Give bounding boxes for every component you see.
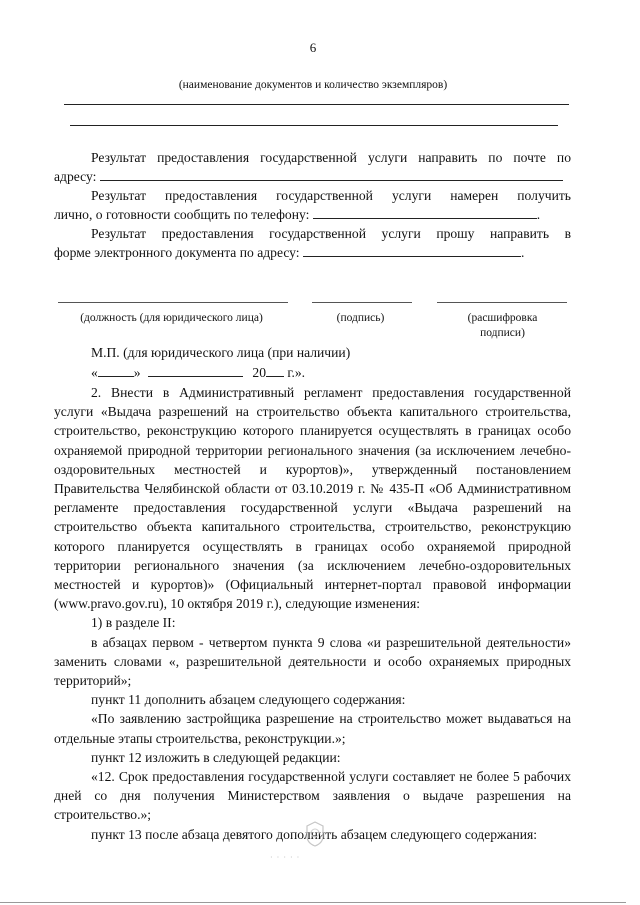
- line-end-period: .: [536, 207, 541, 223]
- documents-caption: (наименование документов и количество экземпляров): [178, 79, 448, 91]
- result-by-mail: [54, 148, 571, 187]
- signature-decode-caption-line1: (расшифровка: [467, 312, 538, 324]
- result-by-mail-line1: Результат предоставления государственной услуги направить по почте по: [91, 150, 571, 165]
- position-caption: (должность (для юридического лица): [80, 312, 263, 324]
- body-paragraph-section-ii: 1) в разделе II:: [91, 615, 176, 631]
- body-text: [54, 383, 571, 844]
- body-paragraph-term: «12. Срок предоставления государственной услуги составляет не более 5 рабочих дней со дня получения Министерством заявления о выдаче разрешения на строительство.»;: [54, 769, 571, 823]
- result-by-mail-line2: адресу:: [54, 169, 97, 185]
- body-paragraph-item-13: пункт 13 после абзаца девятого дополнить абзацем следующего содержания:: [91, 826, 538, 842]
- position-signature-line[interactable]: [58, 302, 288, 303]
- mail-address-field[interactable]: [100, 167, 563, 181]
- result-electronic: [54, 224, 571, 263]
- page-bottom-edge: [0, 902, 626, 903]
- body-paragraph-item-12: пункт 12 изложить в следующей редакции:: [91, 749, 341, 765]
- body-paragraph-stage-permit: «По заявлению застройщика разрешение на строительство может выдаваться на отдельные этапы строительства, реконструкции.»;: [54, 711, 571, 746]
- faint-scan-mark: · · · · ·: [270, 853, 301, 862]
- signature-decode-line[interactable]: [437, 302, 567, 303]
- body-paragraph-item-11: пункт 11 дополнить абзацем следующего содержания:: [91, 692, 406, 708]
- electronic-address-field[interactable]: [303, 243, 521, 257]
- signature-line[interactable]: [312, 302, 412, 303]
- date-line: [91, 364, 305, 381]
- body-paragraph-item-9: в абзацах первом - четвертом пункта 9 слова «и разрешительной деятельности» заменить словами «, разрешительной деятельности и особо охраняемых природных территорий»;: [54, 634, 571, 689]
- date-open-quote: «: [91, 365, 98, 380]
- line-end-period: .: [520, 245, 525, 261]
- day-field[interactable]: [98, 364, 134, 377]
- result-electronic-line2: форме электронного документа по адресу:: [54, 245, 300, 261]
- faint-seal-icon: [303, 820, 327, 848]
- body-paragraph-amendment: 2. Внести в Административный регламент предоставления государственной услуги «Выдача разрешений на строительство объекта капитального строительства, строительство, реконструкцию которого планируется осуществлять в границах особо охраняемой природной территории регионального значения (за исключением лечебно-оздоровительных местностей и курортов)», утвержденный постановлением Правительства Челябинской области от 03.10.2019 г. № 435-П «Об Административном регламенте предоставления государственной услуги «Выдача разрешений на строительство объекта капитального строительства, строительство, реконструкцию которого планируется осуществлять в границах особо охраняемой природной территории регионального значения (за исключением лечебно-оздоровительных местностей и курортов)» (Официальный интернет-портал правовой информации (www.pravo.gov.ru), 10 октября 2019 г.), следующие изменения:: [54, 385, 571, 612]
- page-number: 6: [309, 40, 317, 55]
- signature-decode-caption: [455, 311, 550, 341]
- year-prefix: 20: [252, 365, 266, 380]
- result-electronic-line1: Результат предоставления государственной услуги прошу направить в: [91, 226, 571, 241]
- date-close-quote: »: [133, 365, 141, 380]
- month-field[interactable]: [148, 364, 243, 377]
- phone-field[interactable]: [313, 205, 537, 219]
- fill-line-2: [70, 125, 558, 126]
- result-in-person: [54, 186, 571, 225]
- signature-caption: (подпись): [336, 312, 385, 324]
- fill-line-1: [64, 104, 569, 105]
- signature-decode-caption-line2: подписи): [480, 327, 525, 339]
- result-in-person-line1: Результат предоставления государственной услуги намерен получить: [91, 188, 571, 203]
- year-field[interactable]: [266, 364, 284, 377]
- stamp-note: М.П. (для юридического лица (при наличии): [91, 345, 351, 360]
- result-in-person-line2: лично, о готовности сообщить по телефону:: [54, 207, 310, 223]
- year-suffix: г.».: [287, 365, 306, 380]
